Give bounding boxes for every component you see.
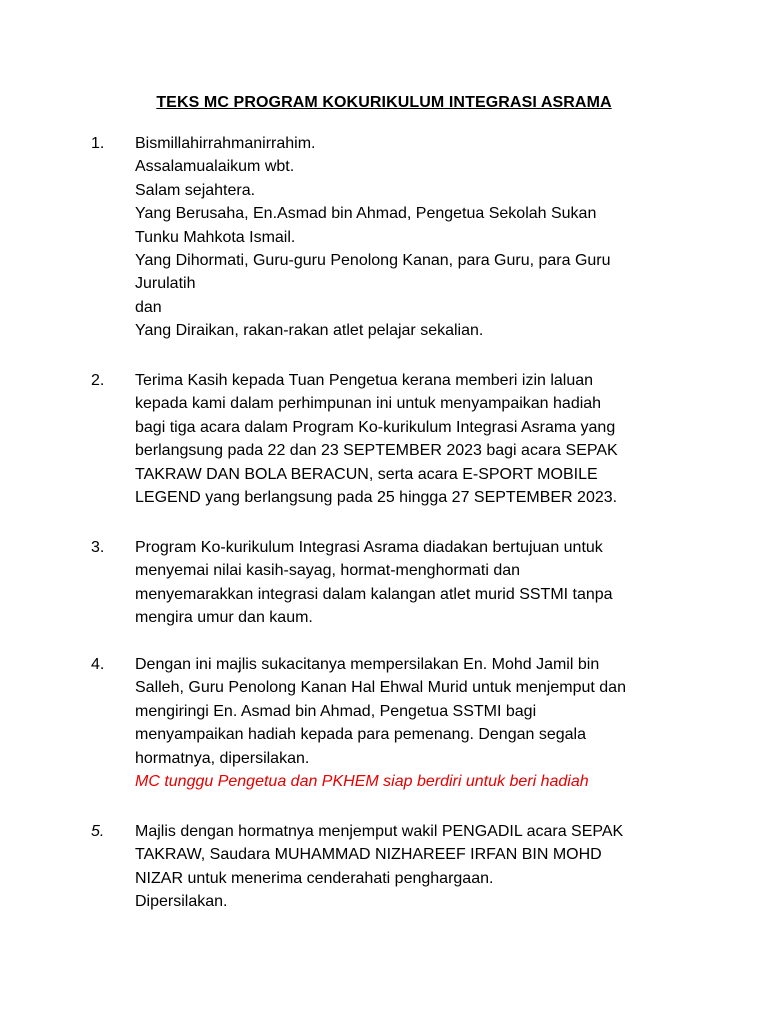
item-line: berlangsung pada 22 dan 23 SEPTEMBER 2023 bagi acara SEPAK xyxy=(135,442,618,460)
item-number: 2. xyxy=(91,372,105,389)
item-line: Program Ko-kurikulum Integrasi Asrama diadakan bertujuan untuk xyxy=(135,539,603,556)
mc-note: MC tunggu Pengetua dan PKHEM siap berdiri untuk beri hadiah xyxy=(135,773,589,791)
item-line: Yang Berusaha, En.Asmad bin Ahmad, Pengetua Sekolah Sukan xyxy=(135,205,597,223)
item-line: menyemarakkan integrasi dalam kalangan atlet murid SSTMI tanpa xyxy=(135,585,613,603)
item-line: Assalamualaikum wbt. xyxy=(135,158,295,176)
item-number: 5. xyxy=(91,823,105,840)
item-line: bagi tiga acara dalam Program Ko-kurikulum Integrasi Asrama yang xyxy=(135,418,616,436)
item-line: mengira umur dan kaum. xyxy=(135,609,313,627)
item-number: 1. xyxy=(91,135,105,152)
item-body xyxy=(135,653,695,793)
item-line: Dengan ini majlis sukacitanya mempersilakan En. Mohd Jamil bin xyxy=(135,656,600,673)
item-line: Tunku Mahkota Ismail. xyxy=(135,228,296,246)
document-title: TEKS MC PROGRAM KOKURIKULUM INTEGRASI ASRAMA xyxy=(156,94,612,111)
item-body xyxy=(135,536,695,630)
item-number: 3. xyxy=(91,539,105,556)
item-body xyxy=(135,369,695,509)
item-line: Terima Kasih kepada Tuan Pengetua kerana memberi izin laluan xyxy=(135,372,594,389)
item-line: Majlis dengan hormatnya menjemput wakil PENGADIL acara SEPAK xyxy=(135,823,624,840)
item-line: TAKRAW DAN BOLA BERACUN, serta acara E-SPORT MOBILE xyxy=(135,465,598,483)
item-line: Yang Dihormati, Guru-guru Penolong Kanan, para Guru, para Guru xyxy=(135,252,611,270)
item-line: LEGEND yang berlangsung pada 25 hingga 27 SEPTEMBER 2023. xyxy=(135,489,618,507)
item-line: menyemai nilai kasih-sayag, hormat-menghormati dan xyxy=(135,562,521,580)
item-line: hormatnya, dipersilakan. xyxy=(135,749,310,767)
item-line: Salam sejahtera. xyxy=(135,181,256,199)
item-line: Bismillahirrahmanirrahim. xyxy=(135,135,316,152)
item-line: kepada kami dalam perhimpunan ini untuk menyampaikan hadiah xyxy=(135,395,602,413)
item-line: Yang Diraikan, rakan-rakan atlet pelajar sekalian. xyxy=(135,322,484,340)
item-line: dan xyxy=(135,298,162,316)
item-number: 4. xyxy=(91,656,105,673)
item-body xyxy=(135,820,695,914)
item-line: Salleh, Guru Penolong Kanan Hal Ehwal Murid untuk menjemput dan xyxy=(135,679,626,697)
item-line: Dipersilakan. xyxy=(135,893,228,911)
item-line: NIZAR untuk menerima cenderahati penghargaan. xyxy=(135,869,494,887)
item-line: TAKRAW, Saudara MUHAMMAD NIZHAREEF IRFAN BIN MOHD xyxy=(135,846,602,864)
item-body xyxy=(135,132,695,343)
item-line: mengiringi En. Asmad bin Ahmad, Pengetua SSTMI bagi xyxy=(135,702,537,720)
item-line: Jurulatih xyxy=(135,275,196,293)
item-line: menyampaikan hadiah kepada para pemenang. Dengan segala xyxy=(135,726,586,744)
